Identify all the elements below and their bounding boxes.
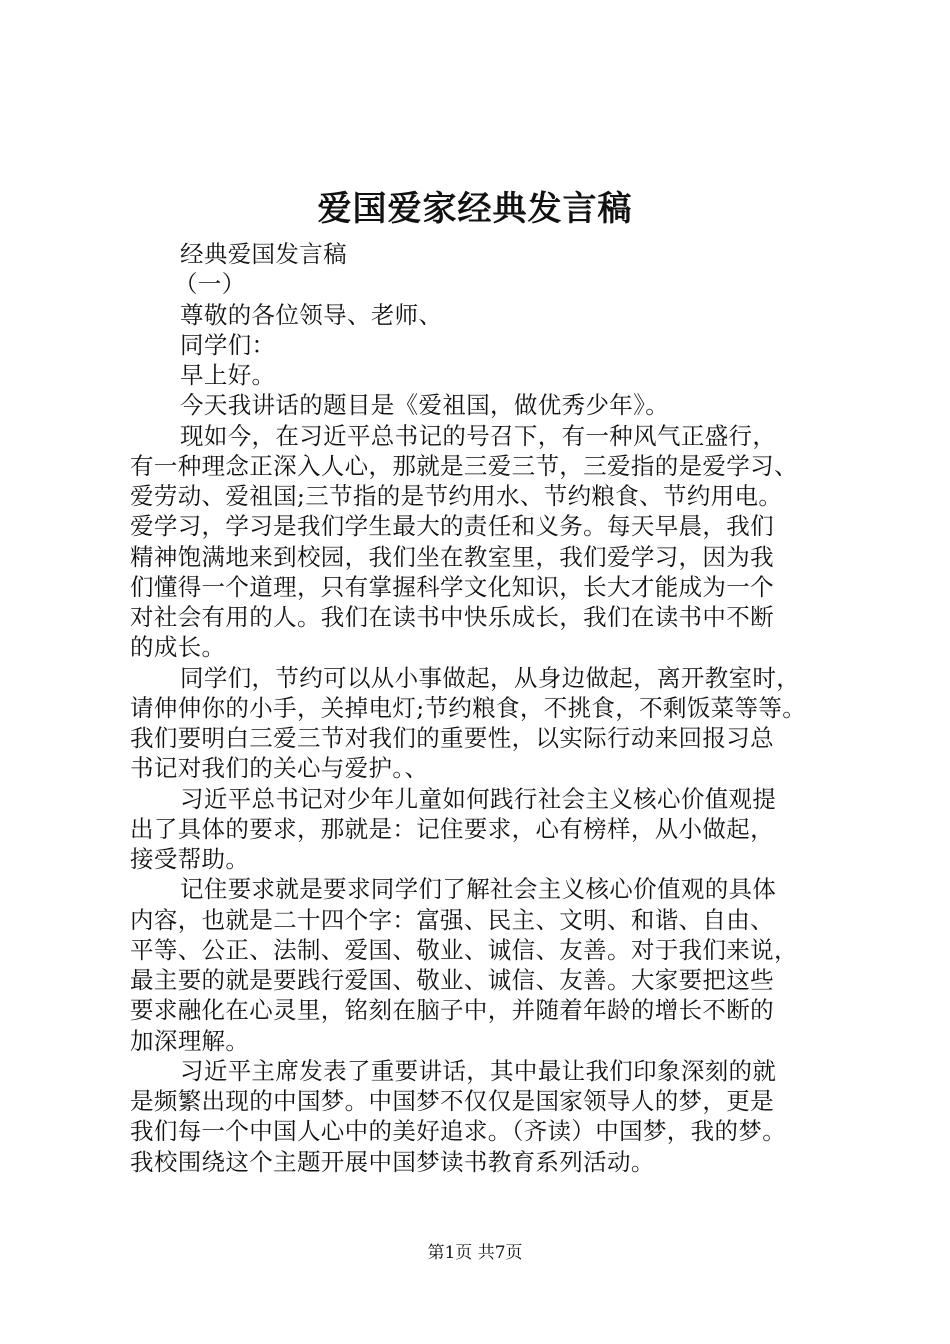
paragraph-line: 请伸伸你的小手，关掉电灯;节约粮食，不挑食，不剩饭菜等等。 xyxy=(130,693,807,722)
paragraph-line: 是频繁出现的中国梦。中国梦不仅仅是国家领导人的梦，更是 xyxy=(130,1087,774,1115)
paragraph-line: 内容，也就是二十四个字：富强、民主、文明、和谐、自由、 xyxy=(130,905,774,934)
paragraph-line: 我校围绕这个主题开展中国梦读书教育系列活动。 xyxy=(130,1147,655,1176)
document-body xyxy=(130,239,834,1177)
subtitle-line: 经典爱国发言稿 xyxy=(180,240,347,268)
paragraph-line: 接受帮助。 xyxy=(130,845,250,873)
paragraph-line: 书记对我们的关心与爱护。、 xyxy=(130,754,429,783)
paragraph-line: 最主要的就是要践行爱国、敬业、诚信、友善。大家要把这些 xyxy=(130,966,774,994)
document-title: 爱国爱家经典发言稿 xyxy=(317,189,633,229)
paragraph-line: 有一种理念正深入人心，那就是三爱三节，三爱指的是爱学习、 xyxy=(130,451,798,480)
paragraph-line: 爱学习，学习是我们学生最大的责任和义务。每天早晨，我们 xyxy=(130,512,774,541)
paragraph-line: 加深理解。 xyxy=(130,1026,250,1055)
page-indicator: 第1页 共7页 xyxy=(427,1243,523,1263)
paragraph-line: 爱劳动、爱祖国;三节指的是节约用水、节约粮食、节约用电。 xyxy=(130,482,783,510)
paragraph-line: 我们要明白三爱三节对我们的重要性，以实际行动来回报习总 xyxy=(130,724,774,752)
paragraph-line: 的成长。 xyxy=(130,633,226,662)
topic-line: 今天我讲话的题目是《爱祖国，做优秀少年》。 xyxy=(180,391,670,420)
paragraph-line: 同学们，节约可以从小事做起，从身边做起，离开教室时， xyxy=(180,663,801,692)
paragraph-line: 精神饱满地来到校园，我们坐在教室里，我们爱学习，因为我 xyxy=(130,542,774,571)
greeting-line: 早上好。 xyxy=(180,361,276,389)
paragraph-line: 习近平主席发表了重要讲话，其中最让我们印象深刻的就 xyxy=(180,1056,777,1085)
paragraph-line: 习近平总书记对少年儿童如何践行社会主义核心价值观提 xyxy=(180,784,777,813)
paragraph-line: 现如今，在习近平总书记的号召下，有一种风气正盛行， xyxy=(180,421,777,450)
paragraph-line: 我们每一个中国人心中的美好追求。（齐读）中国梦，我的梦。 xyxy=(130,1117,787,1146)
paragraph-line: 记住要求就是要求同学们了解社会主义核心价值观的具体 xyxy=(180,875,777,904)
salutation-line: 同学们： xyxy=(180,330,276,359)
paragraph-line: 出了具体的要求，那就是：记住要求，心有榜样，从小做起， xyxy=(130,814,774,843)
paragraph-line: 对社会有用的人。我们在读书中快乐成长，我们在读书中不断 xyxy=(130,603,774,631)
paragraph-line: 要求融化在心灵里，铭刻在脑子中，并随着年龄的增长不断的 xyxy=(130,996,774,1025)
paragraph-line: 们懂得一个道理，只有掌握科学文化知识，长大才能成为一个 xyxy=(130,572,774,601)
section-number-line: （一） xyxy=(174,270,246,299)
paragraph-line: 平等、公正、法制、爱国、敬业、诚信、友善。对于我们来说， xyxy=(130,935,798,964)
salutation-line: 尊敬的各位领导、老师、 xyxy=(180,300,443,329)
